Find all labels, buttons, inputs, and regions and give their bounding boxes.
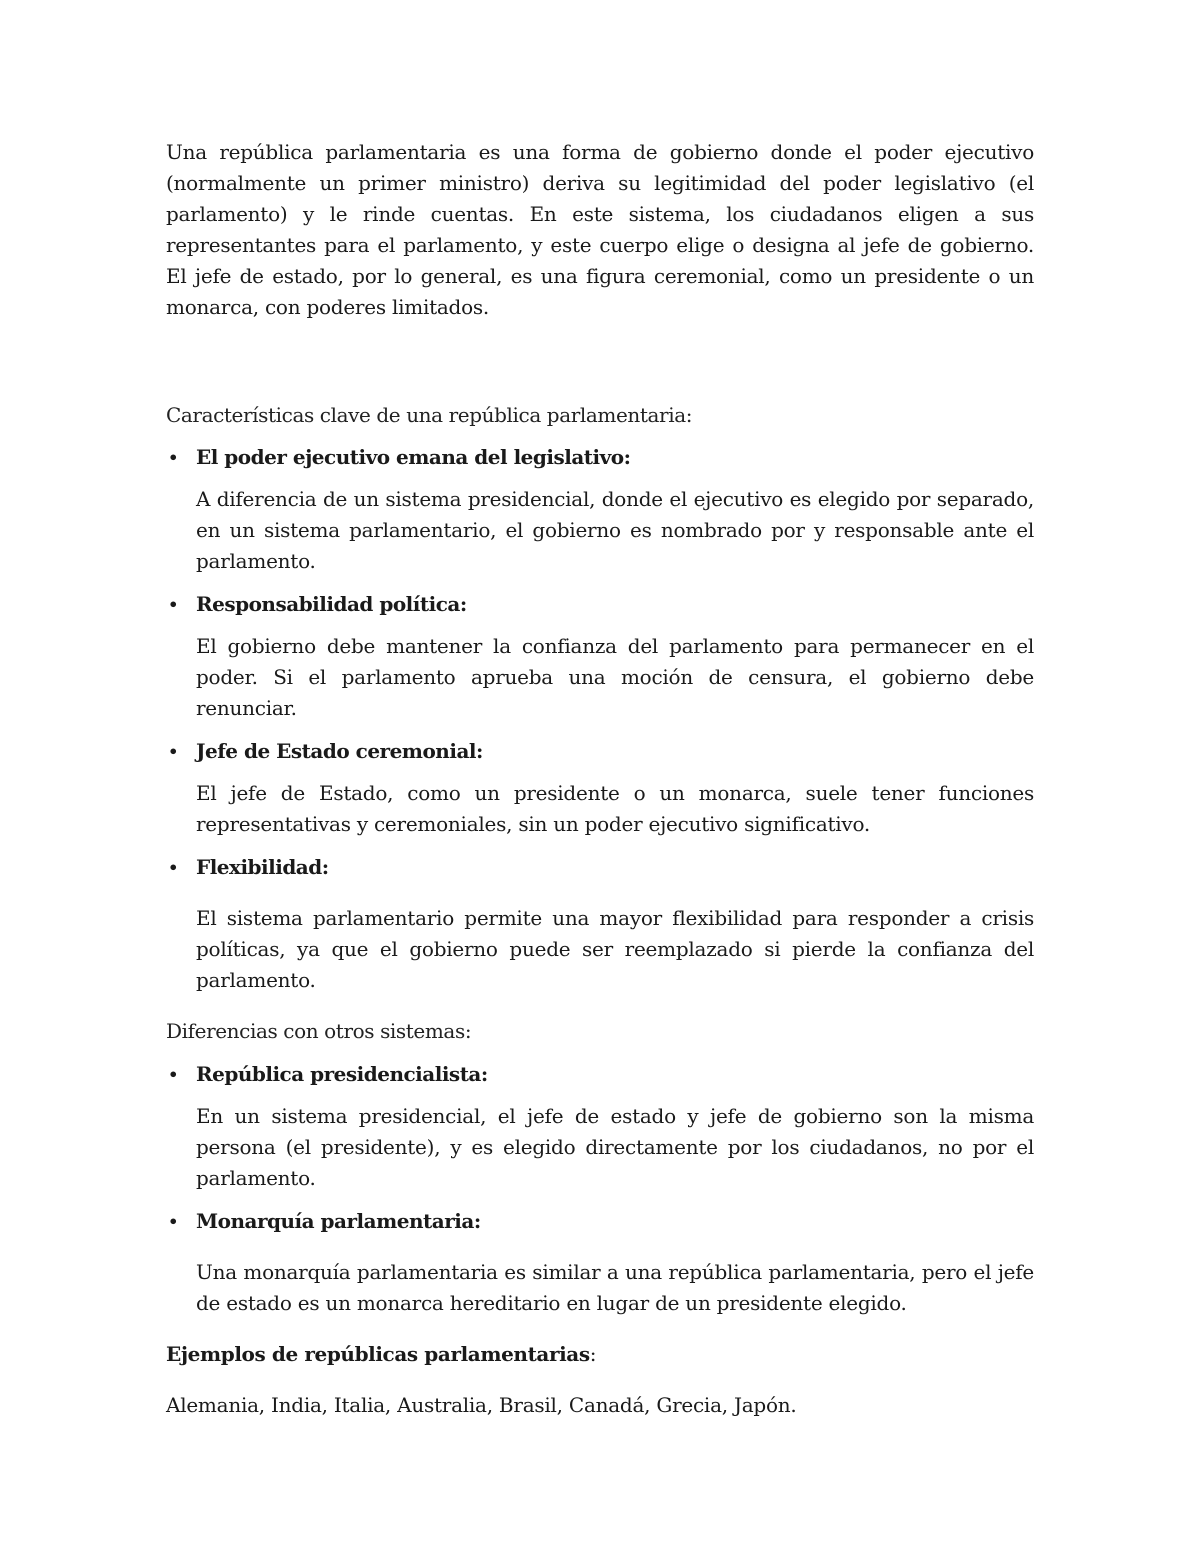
characteristic-title-text: Jefe de Estado ceremonial:	[196, 739, 483, 763]
bullet-icon: •	[168, 448, 178, 467]
characteristic-body: El gobierno debe mantener la confianza del parlamento para permanecer en el poder. Si el parlamento aprueba una moción de censura, el gobierno debe renunciar.	[196, 634, 1034, 720]
characteristic-body: A diferencia de un sistema presidencial, donde el ejecutivo es elegido por separado, en un sistema parlamentario, el gobierno es nombrado por y responsable ante el parlamento.	[196, 487, 1034, 573]
difference-body: Una monarquía parlamentaria es similar a una república parlamentaria, pero el jefe de estado es un monarca hereditario en lugar de un presidente elegido.	[196, 1260, 1034, 1315]
characteristic-title	[168, 736, 1034, 767]
bullet-icon: •	[168, 742, 178, 761]
characteristic-title-text: El poder ejecutivo emana del legislativo:	[196, 445, 631, 469]
characteristic-title	[168, 852, 1034, 883]
difference-title	[168, 1206, 1034, 1237]
characteristic-title-text: Flexibilidad:	[196, 855, 329, 879]
difference-title	[168, 1059, 1034, 1090]
bullet-icon: •	[168, 1212, 178, 1231]
document-page	[166, 137, 1034, 1421]
characteristics-heading: Características clave de una república parlamentaria:	[166, 403, 693, 427]
characteristic-item	[166, 589, 1034, 724]
difference-title-text: Monarquía parlamentaria:	[196, 1209, 481, 1233]
examples-list: Alemania, India, Italia, Australia, Brasil, Canadá, Grecia, Japón.	[166, 1393, 797, 1417]
difference-item	[166, 1206, 1034, 1319]
characteristic-item	[166, 736, 1034, 840]
difference-item	[166, 1059, 1034, 1194]
difference-title-text: República presidencialista:	[196, 1062, 488, 1086]
difference-body: En un sistema presidencial, el jefe de estado y jefe de gobierno son la misma persona (el presidente), y es elegido directamente por los ciudadanos, no por el parlamento.	[196, 1104, 1034, 1190]
characteristic-item	[166, 852, 1034, 996]
intro-paragraph: Una república parlamentaria es una forma de gobierno donde el poder ejecutivo (normalmente un primer ministro) deriva su legitimidad del poder legislativo (el parlamento) y le rinde cuentas. En este sistema, los ciudadanos eligen a sus representantes para el parlamento, y este cuerpo elige o designa al jefe de gobierno. El jefe de estado, por lo general, es una figura ceremonial, como un presidente o un monarca, con poderes limitados.	[166, 140, 1034, 319]
examples-heading-text: Ejemplos de repúblicas parlamentarias	[166, 1342, 590, 1366]
characteristic-body: El jefe de Estado, como un presidente o un monarca, suele tener funciones representativas y ceremoniales, sin un poder ejecutivo significativo.	[196, 781, 1034, 836]
spacer	[166, 323, 1034, 400]
characteristic-body: El sistema parlamentario permite una mayor flexibilidad para responder a crisis políticas, ya que el gobierno puede ser reemplazado si pierde la confianza del parlamento.	[196, 906, 1034, 992]
bullet-icon: •	[168, 1065, 178, 1084]
bullet-icon: •	[168, 858, 178, 877]
bullet-icon: •	[168, 595, 178, 614]
differences-heading: Diferencias con otros sistemas:	[166, 1019, 472, 1043]
characteristic-title	[168, 589, 1034, 620]
characteristic-title	[168, 442, 1034, 473]
examples-heading-colon: :	[589, 1342, 597, 1366]
examples-heading	[166, 1339, 1034, 1370]
characteristic-item	[166, 442, 1034, 577]
characteristic-title-text: Responsabilidad política:	[196, 592, 467, 616]
